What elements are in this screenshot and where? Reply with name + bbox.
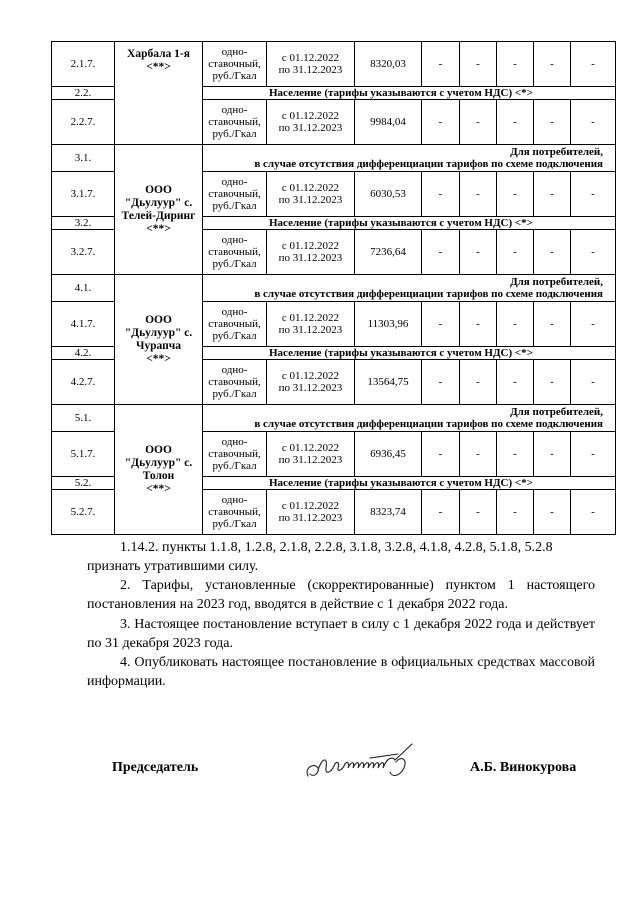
period-cell: с 01.12.2022 по 31.12.2023 <box>267 360 355 405</box>
empty-value-dash: - <box>497 490 534 535</box>
empty-value-dash: - <box>534 172 571 217</box>
row-number: 3.1. <box>52 145 115 172</box>
paragraph-4: 4. Опубликовать настоящее постановление в официальных средствах массовой информации. <box>87 655 595 689</box>
empty-value-dash: - <box>571 432 616 477</box>
unit-cell: одно- ставочный, руб./Гкал <box>203 360 267 405</box>
empty-value-dash: - <box>422 172 460 217</box>
unit-cell: одно- ставочный, руб./Гкал <box>203 42 267 87</box>
unit-cell: одно- ставочный, руб./Гкал <box>203 172 267 217</box>
empty-value-dash: - <box>571 230 616 275</box>
population-header: Население (тарифы указываются с учетом НДС) <*> <box>203 87 616 100</box>
empty-value-dash: - <box>571 302 616 347</box>
tariff-value: 6030,53 <box>355 172 422 217</box>
paragraph-1-14-2: 1.14.2. пункты 1.1.8, 1.2.8, 2.1.8, 2.2.8, 3.1.8, 3.2.8, 4.1.8, 4.2.8, 5.1.8, 5.2.8 <box>120 540 553 555</box>
empty-value-dash: - <box>497 100 534 145</box>
paragraph-2: 2. Тарифы, установленные (скорректированные) пунктом 1 настоящего постановления на 2023 год, вводятся в действие с 1 декабря 2022 года. <box>87 578 595 612</box>
empty-value-dash: - <box>497 302 534 347</box>
unit-cell: одно- ставочный, руб./Гкал <box>203 302 267 347</box>
tariff-value: 8323,74 <box>355 490 422 535</box>
empty-value-dash: - <box>497 432 534 477</box>
empty-value-dash: - <box>460 172 497 217</box>
row-number: 2.2. <box>52 87 115 100</box>
row-number: 5.2.7. <box>52 490 115 535</box>
empty-value-dash: - <box>497 360 534 405</box>
empty-value-dash: - <box>460 490 497 535</box>
population-header: Население (тарифы указываются с учетом НДС) <*> <box>203 217 616 230</box>
unit-cell: одно- ставочный, руб./Гкал <box>203 100 267 145</box>
unit-cell: одно- ставочный, руб./Гкал <box>203 490 267 535</box>
empty-value-dash: - <box>497 172 534 217</box>
consumer-group-header: Для потребителей, в случае отсутствия дифференциации тарифов по схеме подключения <box>203 145 616 172</box>
row-number: 5.2. <box>52 477 115 490</box>
period-cell: с 01.12.2022 по 31.12.2023 <box>267 302 355 347</box>
tariff-table <box>51 41 616 535</box>
empty-value-dash: - <box>571 172 616 217</box>
paragraph-3: 3. Настоящее постановление вступает в силу с 1 декабря 2022 года и действует по 31 декабря 2023 года. <box>87 617 595 651</box>
empty-value-dash: - <box>534 490 571 535</box>
period-cell: с 01.12.2022 по 31.12.2023 <box>267 42 355 87</box>
empty-value-dash: - <box>422 230 460 275</box>
period-cell: с 01.12.2022 по 31.12.2023 <box>267 100 355 145</box>
empty-value-dash: - <box>460 432 497 477</box>
empty-value-dash: - <box>422 302 460 347</box>
empty-value-dash: - <box>460 302 497 347</box>
row-number: 4.1. <box>52 275 115 302</box>
row-number: 3.1.7. <box>52 172 115 217</box>
tariff-value: 8320,03 <box>355 42 422 87</box>
organization-cell: ООО "Дьулуур" с. Телей-Диринг <**> <box>115 145 203 275</box>
consumer-group-header: Для потребителей, в случае отсутствия дифференциации тарифов по схеме подключения <box>203 275 616 302</box>
organization-cell: ООО "Дьулуур" с. Чурапча <**> <box>115 275 203 405</box>
empty-value-dash: - <box>534 432 571 477</box>
row-number: 5.1.7. <box>52 432 115 477</box>
consumer-group-header: Для потребителей, в случае отсутствия дифференциации тарифов по схеме подключения <box>203 405 616 432</box>
empty-value-dash: - <box>534 230 571 275</box>
empty-value-dash: - <box>534 302 571 347</box>
empty-value-dash: - <box>571 42 616 87</box>
population-header: Население (тарифы указываются с учетом НДС) <*> <box>203 477 616 490</box>
tariff-value: 13564,75 <box>355 360 422 405</box>
period-cell: с 01.12.2022 по 31.12.2023 <box>267 490 355 535</box>
table-row <box>52 275 616 302</box>
empty-value-dash: - <box>422 432 460 477</box>
period-cell: с 01.12.2022 по 31.12.2023 <box>267 172 355 217</box>
population-header: Население (тарифы указываются с учетом НДС) <*> <box>203 347 616 360</box>
row-number: 2.2.7. <box>52 100 115 145</box>
unit-cell: одно- ставочный, руб./Гкал <box>203 432 267 477</box>
empty-value-dash: - <box>460 230 497 275</box>
empty-value-dash: - <box>422 360 460 405</box>
row-number: 3.2.7. <box>52 230 115 275</box>
empty-value-dash: - <box>460 360 497 405</box>
empty-value-dash: - <box>534 42 571 87</box>
empty-value-dash: - <box>571 490 616 535</box>
empty-value-dash: - <box>422 100 460 145</box>
unit-cell: одно- ставочный, руб./Гкал <box>203 230 267 275</box>
empty-value-dash: - <box>422 42 460 87</box>
table-row <box>52 145 616 172</box>
empty-value-dash: - <box>460 42 497 87</box>
signatory-title: Председатель <box>112 760 199 775</box>
empty-value-dash: - <box>422 490 460 535</box>
tariff-value: 11303,96 <box>355 302 422 347</box>
paragraph-1-14-2-cont: признать утратившими силу. <box>87 559 259 574</box>
row-number: 4.1.7. <box>52 302 115 347</box>
row-number: 4.2. <box>52 347 115 360</box>
empty-value-dash: - <box>497 42 534 87</box>
tariff-value: 7236,64 <box>355 230 422 275</box>
row-number: 2.1.7. <box>52 42 115 87</box>
period-cell: с 01.12.2022 по 31.12.2023 <box>267 230 355 275</box>
empty-value-dash: - <box>534 360 571 405</box>
table-row <box>52 42 616 87</box>
empty-value-dash: - <box>497 230 534 275</box>
row-number: 4.2.7. <box>52 360 115 405</box>
organization-cell: Харбала 1-я <**> <box>115 42 203 145</box>
empty-value-dash: - <box>571 100 616 145</box>
organization-cell: ООО "Дьулуур" с. Толон <**> <box>115 405 203 535</box>
row-number: 3.2. <box>52 217 115 230</box>
empty-value-dash: - <box>571 360 616 405</box>
period-cell: с 01.12.2022 по 31.12.2023 <box>267 432 355 477</box>
empty-value-dash: - <box>460 100 497 145</box>
table-row <box>52 405 616 432</box>
signatory-name: А.Б. Винокурова <box>470 760 577 775</box>
row-number: 5.1. <box>52 405 115 432</box>
tariff-value: 9984,04 <box>355 100 422 145</box>
empty-value-dash: - <box>534 100 571 145</box>
tariff-value: 6936,45 <box>355 432 422 477</box>
handwritten-signature <box>300 738 425 786</box>
